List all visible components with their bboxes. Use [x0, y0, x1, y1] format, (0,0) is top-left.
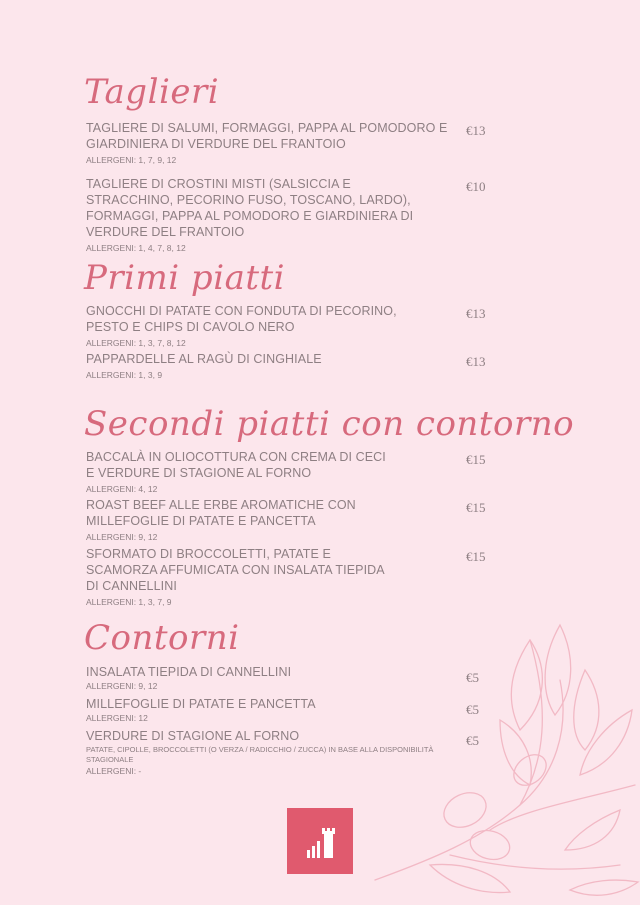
item-price: €10	[466, 179, 486, 194]
item-allergens: ALLERGENI: 1, 3, 9	[86, 370, 163, 380]
item-name: INSALATA TIEPIDA DI CANNELLINI	[86, 665, 292, 679]
item-allergens: ALLERGENI: -	[86, 766, 142, 776]
section-title-secondi: Secondi piatti con contorno	[84, 404, 575, 444]
section-title-primi: Primi piatti	[84, 258, 286, 298]
menu-item-sformato	[86, 546, 396, 608]
item-price: €15	[466, 452, 486, 467]
menu-item-roast-beef	[86, 497, 421, 543]
item-name: TAGLIERE DI CROSTINI MISTI (SALSICCIA E STRACCHINO, PECORINO FUSO, TOSCANO, LARDO), FORMAGGI, PAPPA AL POMODORO E GIARDINIERA DI VERDURE DEL FRANTOIO	[86, 177, 414, 239]
item-name: ROAST BEEF ALLE ERBE AROMATICHE CON MILLEFOGLIE DI PATATE E PANCETTA	[86, 498, 356, 528]
menu-item-tagliere-salumi	[86, 120, 466, 166]
item-allergens: ALLERGENI: 4, 12	[86, 484, 158, 494]
item-name: BACCALÀ IN OLIOCOTTURA CON CREMA DI CECI E VERDURE DI STAGIONE AL FORNO	[86, 450, 386, 480]
item-price: €5	[466, 733, 479, 748]
menu-item-gnocchi	[86, 303, 426, 349]
item-price: €13	[466, 123, 486, 138]
item-price: €5	[466, 702, 479, 717]
item-name: PAPPARDELLE AL RAGÙ DI CINGHIALE	[86, 352, 322, 366]
section-title-taglieri: Taglieri	[84, 72, 220, 112]
item-name: TAGLIERE DI SALUMI, FORMAGGI, PAPPA AL POMODORO E GIARDINIERA DI VERDURE DEL FRANTOIO	[86, 121, 448, 151]
item-name: SFORMATO DI BROCCOLETTI, PATATE E SCAMORZA AFFUMICATA CON INSALATA TIEPIDA DI CANNELLINI	[86, 547, 385, 593]
item-price: €13	[466, 306, 486, 321]
menu-item-insalata	[86, 664, 466, 692]
menu-item-baccala	[86, 449, 386, 495]
restaurant-logo	[287, 808, 353, 874]
item-allergens: ALLERGENI: 1, 7, 9, 12	[86, 155, 177, 165]
item-allergens: ALLERGENI: 9, 12	[86, 681, 158, 691]
section-title-contorni: Contorni	[84, 618, 240, 658]
item-description: PATATE, CIPOLLE, BROCCOLETTI (O VERZA / RADICCHIO / ZUCCA) IN BASE ALLA DISPONIBILITÀ STAGIONALE	[86, 745, 434, 764]
item-allergens: ALLERGENI: 12	[86, 713, 148, 723]
menu-item-millefoglie	[86, 696, 466, 724]
item-price: €15	[466, 500, 486, 515]
item-allergens: ALLERGENI: 9, 12	[86, 532, 158, 542]
item-price: €13	[466, 354, 486, 369]
item-name: MILLEFOGLIE DI PATATE E PANCETTA	[86, 697, 316, 711]
item-price: €15	[466, 549, 486, 564]
tower-logo-icon	[287, 808, 353, 874]
menu-item-pappardelle	[86, 351, 466, 381]
item-name: VERDURE DI STAGIONE AL FORNO	[86, 729, 300, 743]
item-allergens: ALLERGENI: 1, 3, 7, 8, 12	[86, 338, 186, 348]
menu-item-tagliere-crostini	[86, 176, 436, 254]
menu-item-verdure	[86, 728, 436, 777]
item-allergens: ALLERGENI: 1, 4, 7, 8, 12	[86, 243, 186, 253]
item-name: GNOCCHI DI PATATE CON FONDUTA DI PECORINO, PESTO E CHIPS DI CAVOLO NERO	[86, 304, 397, 334]
item-price: €5	[466, 670, 479, 685]
item-allergens: ALLERGENI: 1, 3, 7, 9	[86, 597, 172, 607]
